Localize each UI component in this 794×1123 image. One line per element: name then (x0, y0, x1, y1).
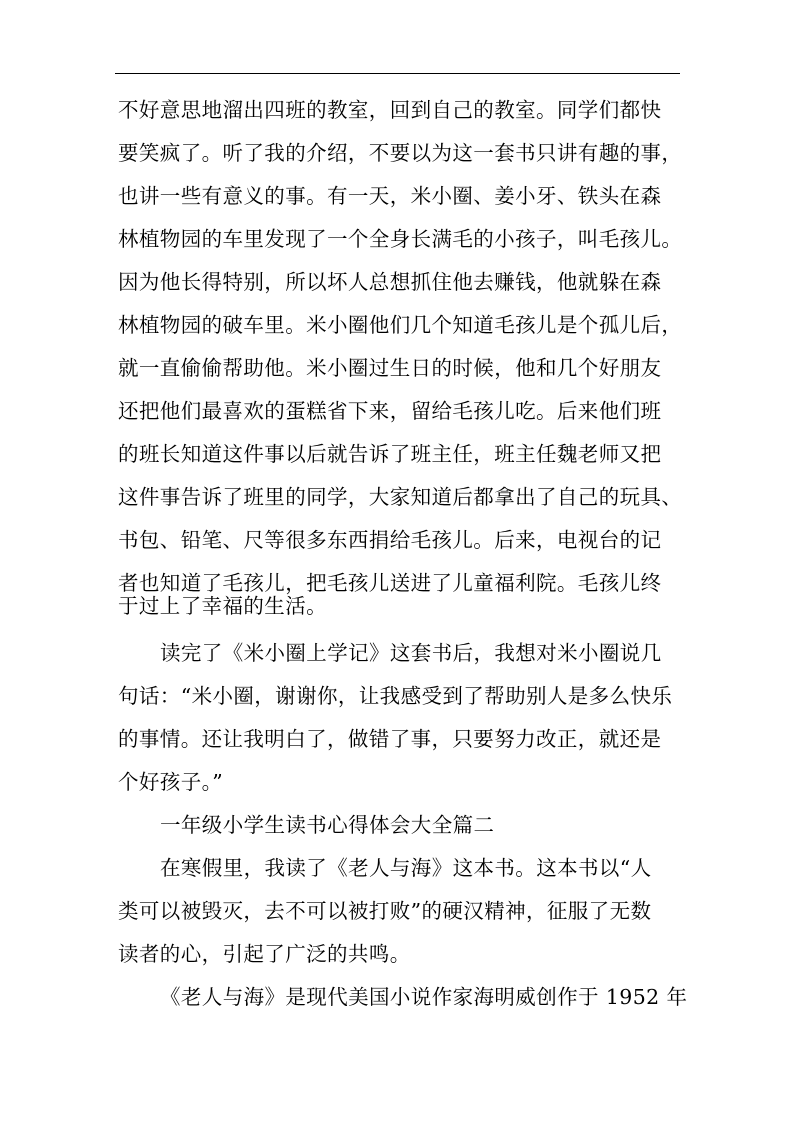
paragraph-first-line: 在寒假里，我读了《老人与海》这本书。这本书以“人 (160, 856, 652, 880)
text-line: 类可以被毁灭，去不可以被打败”的硬汉精神，征服了无数 (118, 899, 652, 923)
paragraph-first-line: 读完了《米小圈上学记》这套书后，我想对米小圈说几 (160, 641, 662, 665)
text-line: 书包、铅笔、尺等很多东西捐给毛孩儿。后来，电视台的记 (118, 528, 662, 552)
text-line: 读者的心，引起了广泛的共鸣。 (118, 942, 411, 966)
text-line: 的事情。还让我明白了，做错了事，只要努力改正，就还是 (118, 727, 662, 751)
text-line: 个好孩子。” (118, 770, 224, 794)
text-line: 因为他长得特别，所以坏人总想抓住他去赚钱，他就躲在森 (118, 270, 662, 294)
text-line: 不好意思地溜出四班的教室，回到自己的教室。同学们都快 (118, 98, 662, 122)
text-line: 句话：“米小圈，谢谢你，让我感受到了帮助别人是多么快乐 (118, 684, 673, 708)
text-line: 林植物园的车里发现了一个全身长满毛的小孩子，叫毛孩儿。 (118, 227, 683, 251)
text-line: 要笑疯了。听了我的介绍，不要以为这一套书只讲有趣的事， (118, 141, 683, 165)
section-heading: 一年级小学生读书心得体会大全篇二 (160, 813, 495, 837)
text-line: 者也知道了毛孩儿，把毛孩儿送进了儿童福利院。毛孩儿终 (118, 571, 662, 595)
text-line: 于过上了幸福的生活。 (118, 594, 327, 618)
text-line: 还把他们最喜欢的蛋糕省下来，留给毛孩儿吃。后来他们班 (118, 399, 662, 423)
text-line: 就一直偷偷帮助他。米小圈过生日的时候，他和几个好朋友 (118, 356, 662, 380)
header-rule (115, 73, 680, 74)
text-line: 这件事告诉了班里的同学，大家知道后都拿出了自己的玩具、 (118, 485, 683, 509)
text-line: 的班长知道这件事以后就告诉了班主任，班主任魏老师又把 (118, 442, 662, 466)
text-line: 也讲一些有意义的事。有一天，米小圈、姜小牙、铁头在森 (118, 184, 662, 208)
text-line: 林植物园的破车里。米小圈他们几个知道毛孩儿是个孤儿后， (118, 313, 683, 337)
paragraph-first-line: 《老人与海》是现代美国小说作家海明威创作于 1952 年 (160, 985, 688, 1009)
